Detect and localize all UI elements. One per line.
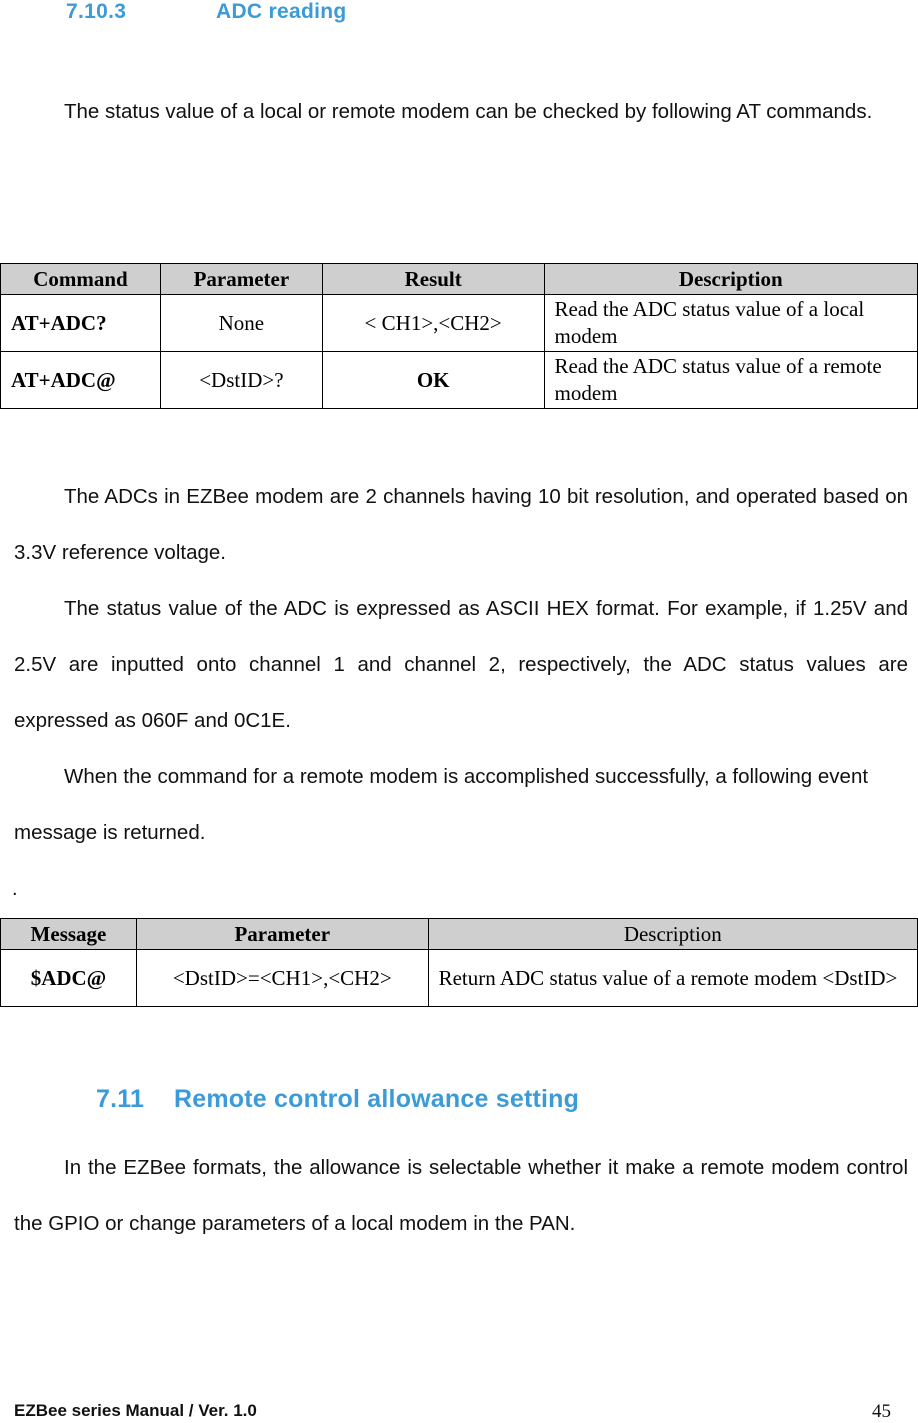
subsection-heading (96, 1085, 579, 1119)
header-result: Result (322, 264, 544, 295)
parameter-cell: <DstID>? (160, 352, 322, 409)
result-cell: OK (322, 352, 544, 409)
command-cell: AT+ADC@ (1, 352, 161, 409)
footer-manual-title: EZBee series Manual / Ver. 1.0 (14, 1401, 257, 1420)
section-heading (66, 0, 346, 26)
header-description: Description (544, 264, 917, 295)
message-cell: $ADC@ (1, 950, 137, 1007)
section-number: 7.10.3 (66, 0, 127, 23)
table-row (1, 352, 918, 409)
allowance-paragraph: In the EZBee formats, the allowance is selectable whether it make a remote modem control the GPIO or change parameters of a local modem in the PAN. (14, 1156, 908, 1235)
event-message-paragraph: When the command for a remote modem is accomplished successfully, a following event message is returned. (14, 765, 869, 844)
command-cell: AT+ADC? (1, 295, 161, 352)
description-cell: Read the ADC status value of a local modem (544, 295, 917, 352)
adc-channels-paragraph: The ADCs in EZBee modem are 2 channels having 10 bit resolution, and operated based on 3.3V reference voltage. (14, 485, 908, 564)
subsection-title: Remote control allowance setting (174, 1085, 580, 1113)
command-table (0, 263, 918, 409)
header-command: Command (1, 264, 161, 295)
table-row (1, 950, 918, 1007)
parameter-cell: None (160, 295, 322, 352)
message-table (0, 918, 918, 1007)
header-parameter: Parameter (160, 264, 322, 295)
header-description: Description (428, 919, 917, 950)
adc-format-paragraph: The status value of the ADC is expressed as ASCII HEX format. For example, if 1.25V and 2.5V are inputted onto channel 1 and channel 2, respectively, the ADC status values are expressed as 060F and 0C1E. (14, 597, 908, 732)
description-cell: Read the ADC status value of a remote modem (544, 352, 917, 409)
command-table-header (1, 264, 918, 295)
intro-paragraph: The status value of a local or remote modem can be checked by following AT commands. (64, 100, 873, 123)
section-title: ADC reading (216, 0, 347, 23)
message-table-header (1, 919, 918, 950)
subsection-number: 7.11 (96, 1085, 145, 1113)
result-cell: < CH1>,<CH2> (322, 295, 544, 352)
header-parameter: Parameter (136, 919, 428, 950)
table-row (1, 295, 918, 352)
stray-dot: . (12, 878, 18, 900)
parameter-cell: <DstID>=<CH1>,<CH2> (136, 950, 428, 1007)
header-message: Message (1, 919, 137, 950)
page-number: 45 (872, 1401, 891, 1422)
description-cell: Return ADC status value of a remote modem <DstID> (428, 950, 917, 1007)
